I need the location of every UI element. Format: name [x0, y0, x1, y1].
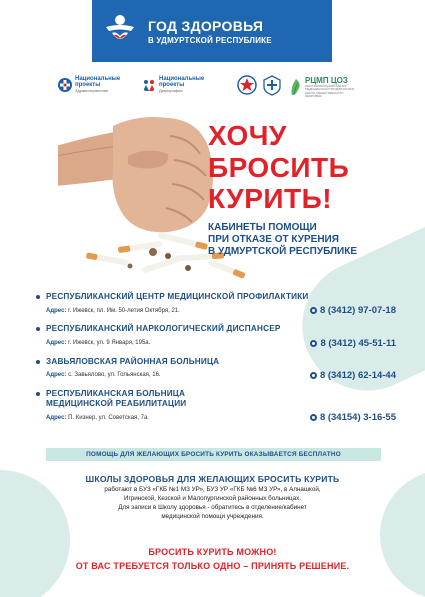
health-year-logo-icon: [100, 11, 140, 51]
national-projects-health-logo: [58, 76, 120, 93]
health-schools-section: [40, 474, 385, 522]
clinic-phone[interactable]: [310, 338, 396, 349]
phone-icon: [310, 307, 317, 314]
logo-name: РЦМП ЦОЗ: [305, 76, 348, 85]
clinic-address: [46, 415, 149, 421]
headline-line: БРОСИТЬ: [208, 151, 350, 183]
address-label: Адрес:: [46, 372, 67, 379]
final-call: [30, 547, 395, 571]
clinic-phone[interactable]: [310, 370, 396, 381]
clinic-item: [36, 292, 396, 316]
address-label: Адрес:: [46, 414, 67, 421]
schools-text: Игринской, Кезской и Малопургинской районных больницах.: [123, 494, 302, 502]
subheadline-line: ПРИ ОТКАЗЕ ОТ КУРЕНИЯ: [208, 234, 339, 245]
phone-icon: [310, 414, 317, 421]
clinic-address: [46, 340, 150, 346]
bullet-icon: [36, 327, 40, 331]
headline-line: КУРИТЬ!: [208, 183, 333, 215]
address-value: г. Ижевск, ул. 9 Января, 195а.: [68, 340, 151, 346]
ministry-emblem-icon: [236, 74, 258, 96]
bullet-icon: [36, 392, 40, 396]
phone-icon: [310, 340, 317, 347]
address-label: Адрес:: [46, 307, 67, 314]
bullet-icon: [36, 295, 40, 299]
clinic-address: [46, 308, 180, 314]
subheadline-line: КАБИНЕТЫ ПОМОЩИ: [208, 222, 317, 233]
address-value: П. Кизнер, ул. Советская, 7а.: [68, 414, 149, 421]
clinic-name: РЕСПУБЛИКАНСКИЙ ЦЕНТР МЕДИЦИНСКОЙ ПРОФИЛАКТИКИ: [46, 292, 309, 301]
phone-icon: [310, 372, 317, 379]
address-label: Адрес:: [46, 340, 67, 346]
phone-number: 8 (34154) 3-16-55: [319, 412, 396, 424]
clinics-list: [36, 292, 396, 423]
headline: [208, 120, 418, 215]
final-call-line: ОТ ВАС ТРЕБУЕТСЯ ТОЛЬКО ОДНО – ПРИНЯТЬ РЕШЕНИЕ.: [75, 561, 350, 571]
clinic-item: [36, 357, 396, 381]
national-projects-demography-logo: [142, 76, 204, 93]
schools-title: ШКОЛЫ ЗДОРОВЬЯ ДЛЯ ЖЕЛАЮЩИХ БРОСИТЬ КУРИТЬ: [85, 474, 340, 484]
headline-line: ХОЧУ: [208, 120, 287, 151]
family-icon: [142, 78, 156, 92]
phone-number: 8 (3412) 62-14-44: [319, 369, 396, 381]
decorative-shape: [380, 470, 425, 597]
logo-caption: Здравоохранение: [75, 88, 109, 93]
logo-name: Национальные: [75, 76, 121, 82]
healthcare-emblem-icon: [262, 74, 282, 96]
address-value: г. Ижевск, пл. Им. 50-летия Октября, 21.: [68, 307, 180, 314]
leaf-icon: [290, 78, 302, 96]
clinic-name: РЕСПУБЛИКАНСКАЯ БОЛЬНИЦА: [46, 388, 186, 398]
clinic-phone[interactable]: [310, 412, 396, 423]
logo-name: Национальные: [159, 76, 205, 82]
clinic-name: МЕДИЦИНСКОЙ РЕАБИЛИТАЦИИ: [46, 399, 187, 408]
logo-caption: Демография: [159, 88, 183, 93]
banner-subtitle: В УДМУРТСКОЙ РЕСПУБЛИКЕ: [148, 35, 272, 45]
banner-title: ГОД ЗДОРОВЬЯ: [148, 17, 264, 34]
clinic-name: РЕСПУБЛИКАНСКИЙ НАРКОЛОГИЧЕСКИЙ ДИСПАНСЕР: [46, 324, 281, 334]
schools-text: Для записи в Школу здоровья - обратитесь в отделение/кабинет: [118, 503, 307, 511]
clinic-phone[interactable]: [310, 305, 396, 316]
logo-caption: РЕСПУБЛИКАНСКИЙ ЦЕНТР МЕДИЦИНСКОЙ ПРОФИЛАКТИКИ · ЦЕНТР ОБЩЕСТВЕННОГО ЗДОРОВЬЯ: [305, 84, 356, 98]
schools-text: медицинской помощи учреждения.: [161, 512, 264, 520]
subheadline-line: В УДМУРТСКОЙ РЕСПУБЛИКЕ: [208, 246, 357, 257]
bullet-icon: [36, 360, 40, 364]
partner-logos: [58, 76, 358, 106]
logo-name: проекты: [75, 82, 101, 88]
clinic-name: ЗАВЬЯЛОВСКАЯ РАЙОННАЯ БОЛЬНИЦА: [46, 356, 220, 366]
national-projects-icon: [58, 78, 72, 92]
rcmp-logo: [290, 76, 360, 98]
subheadline: [208, 222, 418, 258]
phone-number: 8 (3412) 97-07-18: [319, 305, 396, 317]
address-value: с. Завьялово, ул. Гольянская, 16.: [68, 372, 161, 379]
free-help-banner: ПОМОЩЬ ДЛЯ ЖЕЛАЮЩИХ БРОСИТЬ КУРИТЬ ОКАЗЫВАЕТСЯ БЕСПЛАТНО: [46, 448, 381, 461]
clinic-item: [36, 324, 396, 348]
final-call-line: БРОСИТЬ КУРИТЬ МОЖНО!: [148, 547, 277, 557]
logo-name: проекты: [159, 82, 185, 88]
clinic-address: [46, 372, 161, 378]
header-banner: [92, 0, 332, 62]
clinic-item: [36, 389, 396, 424]
schools-text: работают в БУЗ «ГКБ №1 МЗ УР», БУЗ УР «ГКБ №6 МЗ УР», в Алнашкой,: [104, 486, 321, 493]
phone-number: 8 (3412) 45-51-11: [320, 337, 396, 349]
